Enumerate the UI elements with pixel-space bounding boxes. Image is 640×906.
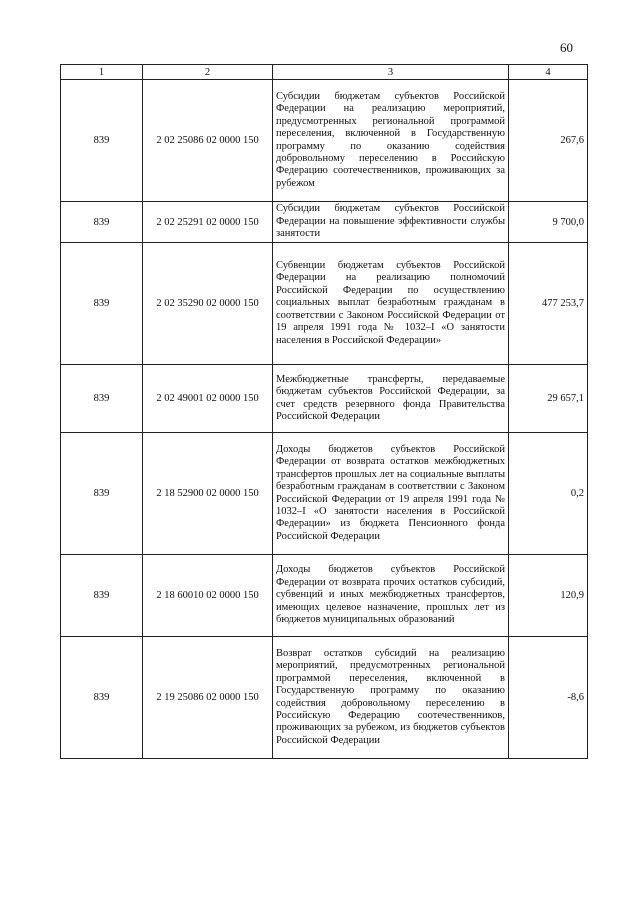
amount-cell: 29 657,1 <box>509 365 588 433</box>
revenue-code-cell: 2 02 49001 02 0000 150 <box>143 365 273 433</box>
description-cell: Субсидии бюджетам субъектов Российской Федерации на реализацию мероприятий, предусмотренных региональной программой переселения, включенной в Государственную программу по оказанию содействия добровольному переселению в Российскую Федерацию соотечественников, проживающих за рубежом <box>273 80 509 202</box>
admin-code-cell: 839 <box>61 80 143 202</box>
column-header: 2 <box>143 65 273 80</box>
table-row <box>61 202 588 243</box>
description-cell: Межбюджетные трансферты, передаваемые бюджетам субъектов Российской Федерации, за счет средств резервного фонда Правительства Российской Федерации <box>273 365 509 433</box>
table-row <box>61 243 588 365</box>
column-header: 1 <box>61 65 143 80</box>
revenue-code-cell: 2 18 60010 02 0000 150 <box>143 555 273 637</box>
table-row <box>61 433 588 555</box>
admin-code-cell: 839 <box>61 365 143 433</box>
column-header: 3 <box>273 65 509 80</box>
description-cell: Субсидии бюджетам субъектов Российской Федерации на повышение эффективности службы занятости <box>273 202 509 243</box>
table-row <box>61 365 588 433</box>
table-header-row <box>61 65 588 80</box>
revenue-code-cell: 2 02 35290 02 0000 150 <box>143 243 273 365</box>
amount-cell: -8,6 <box>509 637 588 759</box>
page-number: 60 <box>560 40 573 55</box>
admin-code-cell: 839 <box>61 202 143 243</box>
column-header: 4 <box>509 65 588 80</box>
amount-cell: 120,9 <box>509 555 588 637</box>
revenue-code-cell: 2 02 25291 02 0000 150 <box>143 202 273 243</box>
description-cell: Субвенции бюджетам субъектов Российской Федерации на реализацию полномочий Российской Федерации по осуществлению социальных выплат безработным гражданам в соответствии с Законом Российской Федерации от 19 апреля 1991 года № 1032–I «О занятости населения в Российской Федерации» <box>273 243 509 365</box>
description-cell: Доходы бюджетов субъектов Российской Федерации от возврата остатков межбюджетных трансфертов прошлых лет на социальные выплаты безработным гражданам в соответствии с Законом Российской Федерации от 19 апреля 1991 года № 1032–I «О занятости населения в Российской Федерации» из бюджета Пенсионного фонда Российской Федерации <box>273 433 509 555</box>
admin-code-cell: 839 <box>61 637 143 759</box>
admin-code-cell: 839 <box>61 555 143 637</box>
amount-cell: 477 253,7 <box>509 243 588 365</box>
amount-cell: 9 700,0 <box>509 202 588 243</box>
amount-cell: 267,6 <box>509 80 588 202</box>
amount-cell: 0,2 <box>509 433 588 555</box>
description-cell: Возврат остатков субсидий на реализацию мероприятий, предусмотренных региональной программой переселения, включенной в Государственную программу по оказанию содействия добровольному переселению в Российскую Федерацию соотечественников, проживающих за рубежом, из бюджетов субъектов Российской Федерации <box>273 637 509 759</box>
admin-code-cell: 839 <box>61 243 143 365</box>
revenue-code-cell: 2 02 25086 02 0000 150 <box>143 80 273 202</box>
table-row <box>61 637 588 759</box>
description-cell: Доходы бюджетов субъектов Российской Федерации от возврата прочих остатков субсидий, субвенций и иных межбюджетных трансфертов, имеющих целевое назначение, прошлых лет из бюджетов муниципальных образований <box>273 555 509 637</box>
budget-table <box>60 64 588 759</box>
table-row <box>61 555 588 637</box>
admin-code-cell: 839 <box>61 433 143 555</box>
table-row <box>61 80 588 202</box>
revenue-code-cell: 2 19 25086 02 0000 150 <box>143 637 273 759</box>
revenue-code-cell: 2 18 52900 02 0000 150 <box>143 433 273 555</box>
